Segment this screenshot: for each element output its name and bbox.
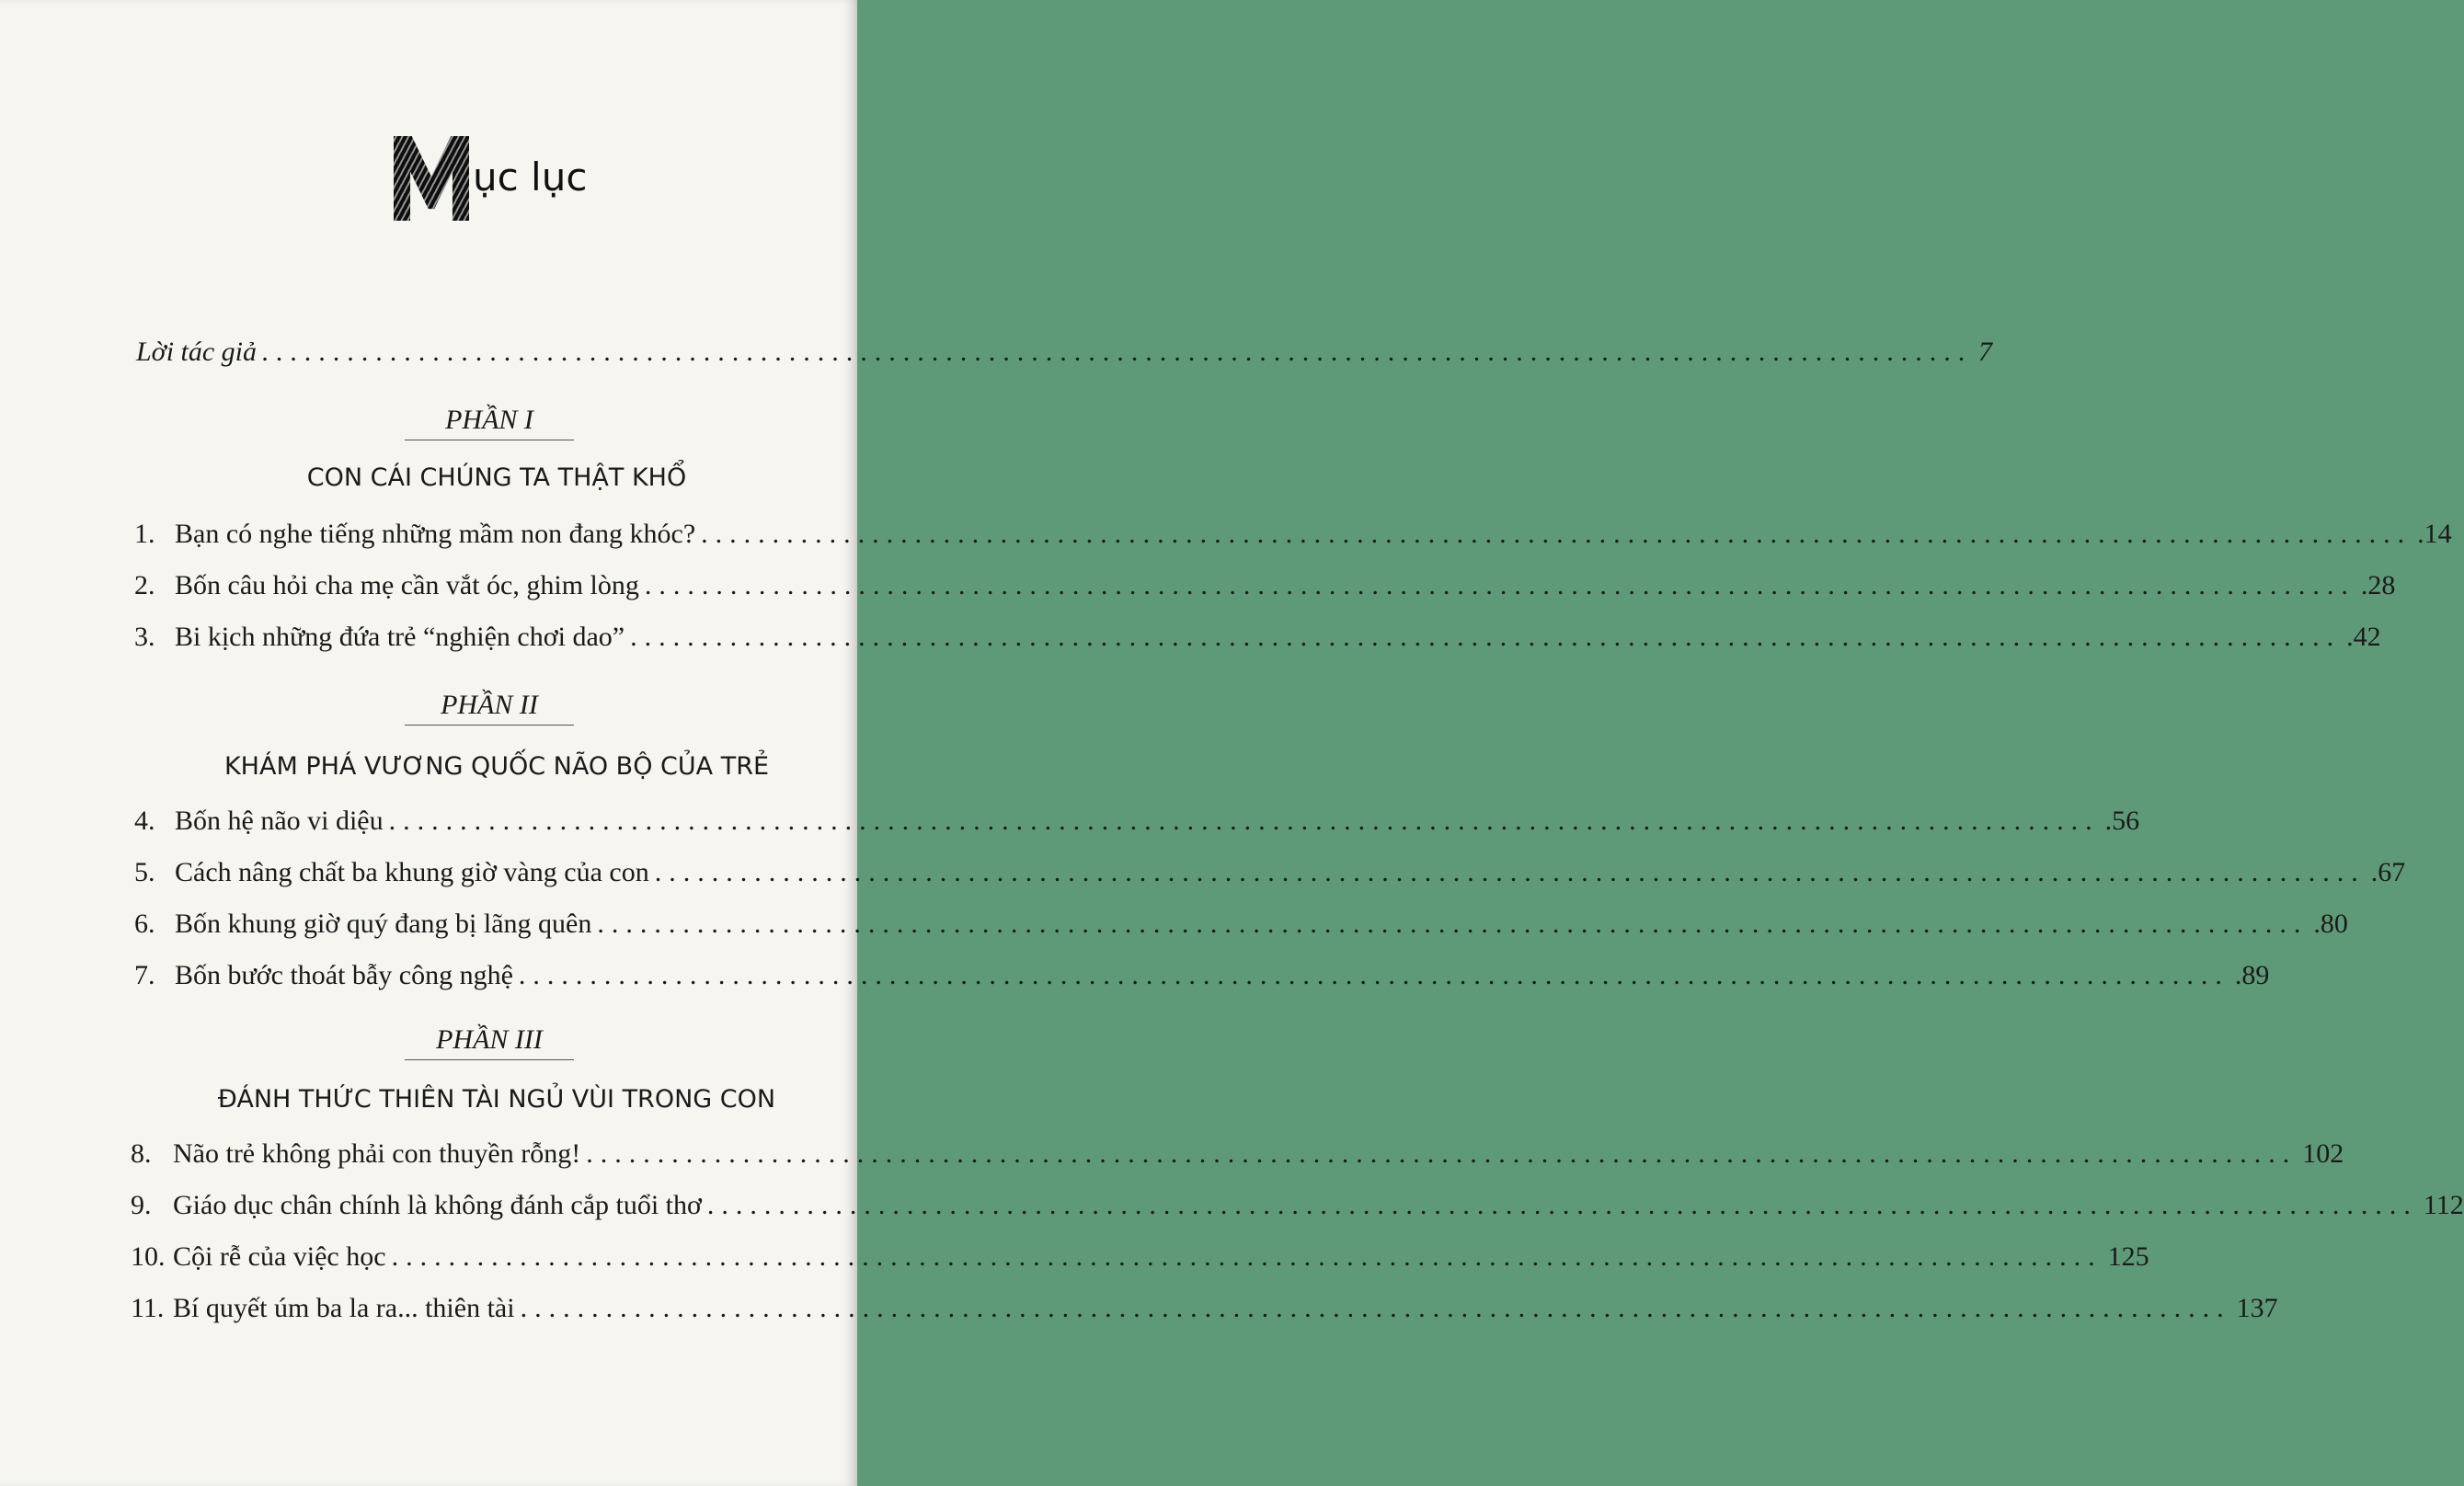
toc-entry-number: 7. <box>134 960 155 990</box>
toc-entry-number: 11. <box>131 1293 165 1323</box>
part-label: PHẦN III <box>405 1024 574 1060</box>
toc-entry-page: .80 <box>2313 909 2348 939</box>
toc-entry-number: 2. <box>134 570 155 600</box>
toc-entry <box>131 1138 2344 1170</box>
toc-entry-label: Bốn bước thoát bẫy công nghệ <box>175 960 513 990</box>
part-title: KHÁM PHÁ VƯƠNG QUỐC NÃO BỘ CỦA TRẺ <box>223 752 770 781</box>
toc-entry <box>134 857 2406 888</box>
toc-entry-label: Bí quyết úm ba la ra... thiên tài <box>173 1293 515 1323</box>
toc-entry-label: Bốn câu hỏi cha mẹ cần vắt óc, ghim lòng <box>175 570 639 600</box>
toc-entry-label: Bi kịch những đứa trẻ “nghiện chơi dao” <box>175 622 625 652</box>
toc-entry-page: 125 <box>2107 1241 2149 1272</box>
part-title: CON CÁI CHÚNG TA THẬT KHỔ <box>306 463 687 492</box>
toc-entry-intro <box>136 337 1993 368</box>
toc-entry-page: .28 <box>2360 570 2396 600</box>
dot-leader: ........................................................................................................................ <box>701 519 2412 549</box>
toc-entry <box>134 622 2381 653</box>
dot-leader: ........................................................................................................................ <box>518 960 2229 990</box>
toc-entry-page: 137 <box>2236 1293 2278 1323</box>
toc-entry-number: 8. <box>131 1138 152 1169</box>
toc-entry-page: 102 <box>2302 1138 2344 1169</box>
toc-entry-number: 9. <box>131 1190 152 1220</box>
dot-leader: ........................................................................................................................ <box>520 1293 2231 1323</box>
dot-leader: ........................................................................................................................ <box>586 1138 2298 1169</box>
toc-entry-number: 5. <box>134 857 155 887</box>
toc-entry-number: 4. <box>134 806 155 836</box>
dot-leader: ........................................................................................................................ <box>654 857 2366 887</box>
toc-entry <box>134 806 2140 837</box>
part-label: PHẦN I <box>405 405 574 440</box>
toc-entry <box>134 909 2348 940</box>
toc-entry-label: Não trẻ không phải con thuyền rỗng! <box>173 1138 581 1169</box>
toc-entry-label: Cách nâng chất ba khung giờ vàng của con <box>175 857 649 887</box>
toc-entry-number: 1. <box>134 519 155 549</box>
toc-entry-number: 10. <box>131 1241 166 1272</box>
toc-entry-page: .67 <box>2370 857 2406 887</box>
toc-entry <box>131 1241 2149 1273</box>
toc-entry-label: Cội rễ của việc học <box>173 1241 386 1272</box>
dot-leader: ........................................................................................................................ <box>262 337 1974 367</box>
toc-entry-page: .42 <box>2346 622 2381 652</box>
toc-entry-label: Bốn hệ não vi diệu <box>175 806 384 836</box>
toc-entry <box>134 570 2396 601</box>
toc-entry <box>134 519 2452 550</box>
toc-entry-number: 3. <box>134 622 155 652</box>
toc-entry-page: 7 <box>1978 337 1993 367</box>
toc-entry-label: Bạn có nghe tiếng những mầm non đang khóc? <box>175 519 696 549</box>
toc-entry-label: Giáo dục chân chính là không đánh cắp tuổi thơ <box>173 1190 702 1220</box>
toc-entry <box>131 1190 2464 1221</box>
part-label: PHẦN II <box>405 690 574 726</box>
toc-entry <box>131 1293 2278 1324</box>
toc-entry-page: .14 <box>2417 519 2452 549</box>
toc-entry-page: .56 <box>2104 806 2140 836</box>
dot-leader: ........................................................................................................................ <box>388 806 2100 836</box>
toc-entry-label: Bốn khung giờ quý đang bị lãng quên <box>175 909 592 939</box>
page-title-text: ục lục <box>473 154 588 200</box>
part-title: ĐÁNH THỨC THIÊN TÀI NGỦ VÙI TRONG CON <box>217 1085 776 1114</box>
toc-entry-page: 112 <box>2423 1190 2464 1220</box>
toc-entry <box>134 960 2270 991</box>
dot-leader: ........................................................................................................................ <box>597 909 2309 939</box>
toc-entry-page: .89 <box>2234 960 2270 990</box>
dot-leader: ........................................................................................................................ <box>630 622 2342 652</box>
toc-entry-number: 6. <box>134 909 155 939</box>
dot-leader: ........................................................................................................................ <box>644 570 2355 600</box>
dot-leader: ........................................................................................................................ <box>391 1241 2103 1272</box>
dot-leader: ........................................................................................................................ <box>706 1190 2418 1220</box>
decorative-initial-m <box>394 136 469 221</box>
toc-entry-label: Lời tác giả <box>136 337 258 367</box>
